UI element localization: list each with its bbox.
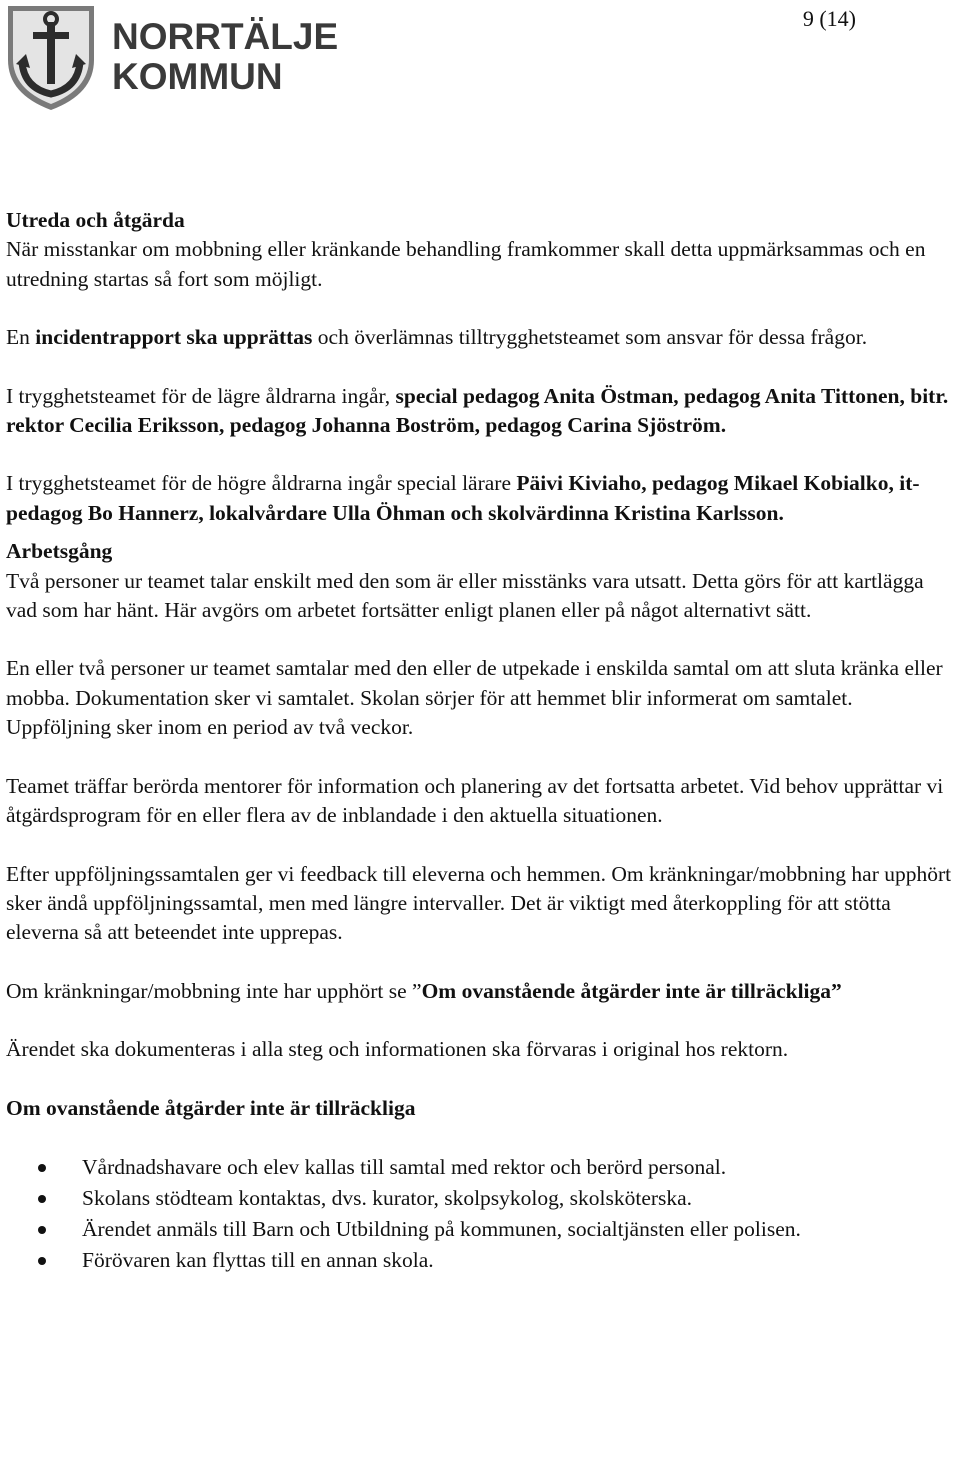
bullet-icon — [38, 1257, 46, 1265]
norrtalje-kommun-logo — [2, 2, 339, 114]
paragraph-arbetsgang-2: En eller två personer ur teamet samtalar med den eller de utpekade i enskilda samtal om att sluta kränka eller mobba. Dokumentation sker vi samtalet. Skolan sörjer för att hemmet blir informerat om samtalet. Uppföljning sker inom en period av två veckor. — [6, 656, 943, 740]
heading-ovanstaende: Om ovanstående åtgärder inte är tillräckliga — [6, 1095, 416, 1120]
heading-utreda: Utreda och åtgärda — [6, 208, 185, 232]
page-header — [0, 0, 960, 120]
paragraph-arbetsgang-6: Ärendet ska dokumenteras i alla steg och informationen ska förvaras i original hos rektorn. — [6, 1037, 789, 1062]
paragraph-arbetsgang-5: Om kränkningar/mobbning inte har upphört se ”Om ovanstående åtgärder inte är tillräckliga” — [6, 978, 842, 1003]
list-item: Ärendet anmäls till Barn och Utbildning på kommunen, socialtjänsten eller polisen. — [6, 1214, 954, 1245]
logo-line1: NORRTÄLJE — [112, 16, 339, 57]
paragraph-arbetsgang-3: Teamet träffar berörda mentorer för information och planering av det fortsatta arbetet. Vid behov upprättar vi åtgärdsprogram för en eller flera av de inblandade i den aktuella situationen. — [6, 773, 944, 828]
bullet-list — [6, 1152, 954, 1276]
paragraph-arbetsgang-1: Två personer ur teamet talar enskilt med den som är eller misstänks vara utsatt. Detta görs för att kartlägga vad som har hänt. Här avgörs om arbetet fortsätter enligt planen eller på något alternativt sätt. — [6, 568, 924, 623]
document-body — [6, 206, 954, 1276]
bullet-icon — [38, 1164, 46, 1172]
page-number: 9 (14) — [802, 6, 856, 31]
list-item: Förövaren kan flyttas till en annan skola. — [6, 1245, 954, 1276]
bullet-icon — [38, 1226, 46, 1234]
paragraph-utreda-1: När misstankar om mobbning eller kränkande behandling framkommer skall detta uppmärksammas och en utredning startas så fort som möjligt. — [6, 237, 926, 291]
bullet-icon — [38, 1195, 46, 1203]
logo-line2: KOMMUN — [112, 56, 283, 97]
anchor-shield-icon — [8, 6, 94, 110]
paragraph-utreda-2: En incidentrapport ska upprättas och överlämnas tilltrygghetsteamet som ansvar för dessa frågor. — [6, 325, 868, 350]
paragraph-utreda-3: I trygghetsteamet för de lägre åldrarna ingår, special pedagog Anita Östman, pedagog Anita Tittonen, bitr. rektor Cecilia Eriksson, pedagog Johanna Boström, pedagog Carina Sjöström. — [6, 383, 949, 438]
list-item: Skolans stödteam kontaktas, dvs. kurator, skolpsykolog, skolsköterska. — [6, 1183, 954, 1214]
paragraph-arbetsgang-4: Efter uppföljningssamtalen ger vi feedback till eleverna och hemmen. Om kränkningar/mobbning har upphört sker ändå uppföljningssamtal, men med längre intervaller. Det är viktigt med återkoppling för att stötta eleverna så att beteendet inte upprepas. — [6, 861, 952, 945]
heading-arbetsgang: Arbetsgång — [6, 539, 113, 564]
paragraph-utreda-4: I trygghetsteamet för de högre åldrarna ingår special lärare Päivi Kiviaho, pedagog Mikael Kobialko, it-pedagog Bo Hannerz, lokalvårdare Ulla Öhman och skolvärdinna Kristina Karlsson. — [6, 471, 920, 525]
list-item: Vårdnadshavare och elev kallas till samtal med rektor och berörd personal. — [6, 1152, 954, 1183]
